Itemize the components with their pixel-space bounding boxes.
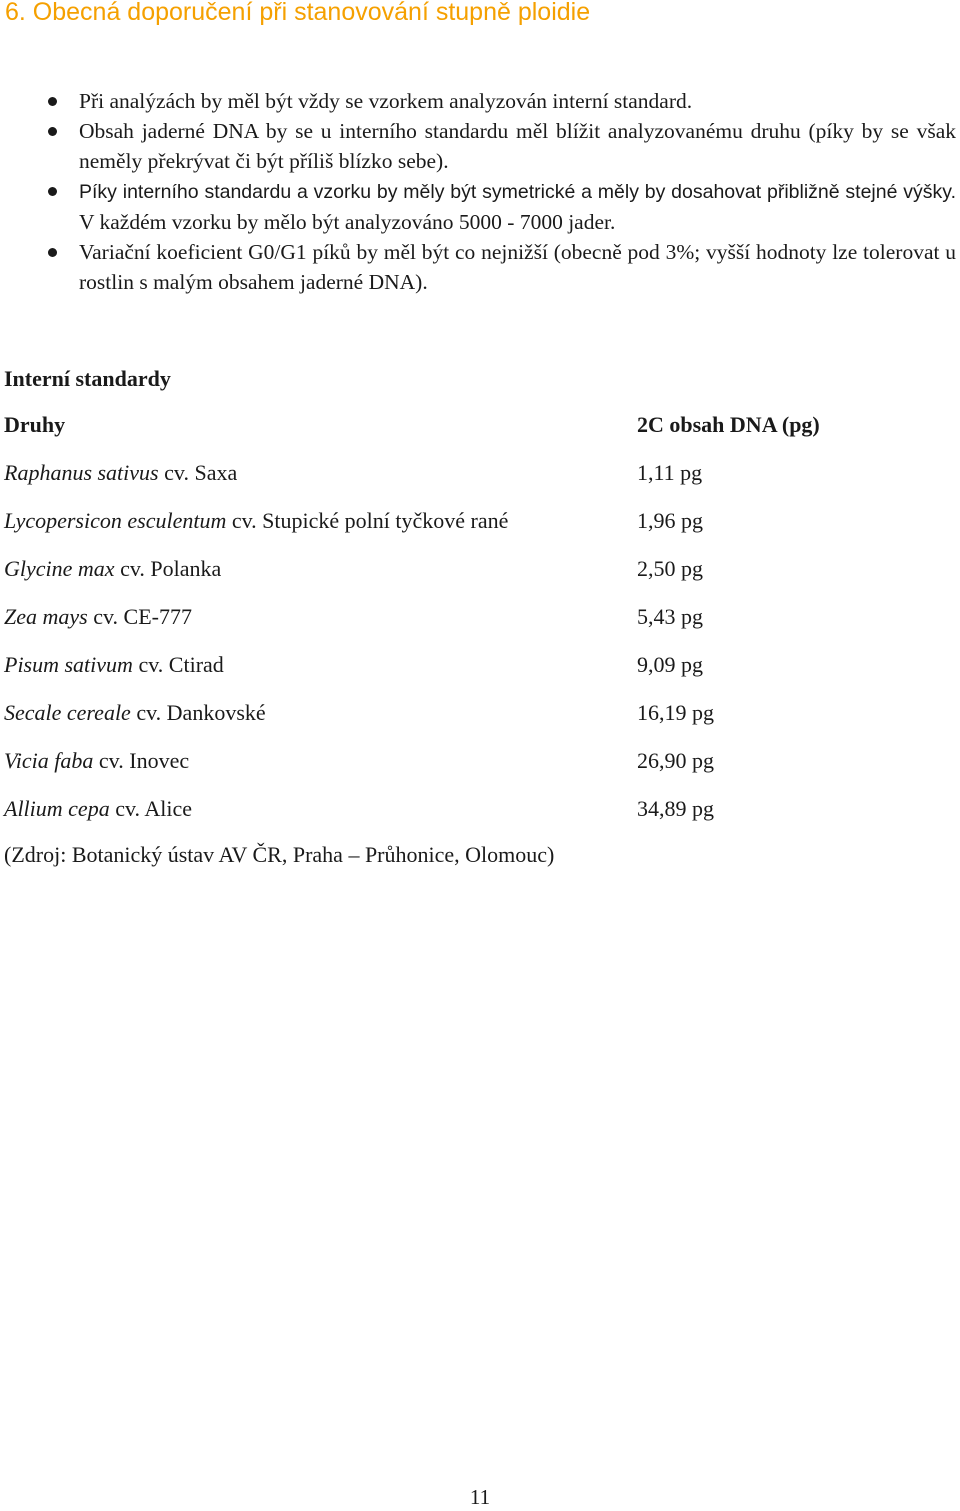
species-cell bbox=[4, 554, 221, 584]
dna-content-cell: 1,11 pg bbox=[637, 460, 703, 485]
species-name: Pisum sativum bbox=[4, 652, 133, 677]
dna-content-cell: 16,19 pg bbox=[637, 700, 714, 725]
column-header-dna: 2C obsah DNA (pg) bbox=[637, 412, 820, 437]
page-number: 11 bbox=[469, 1485, 491, 1509]
list-item bbox=[0, 86, 960, 116]
species-cell bbox=[4, 794, 192, 824]
cultivar-name: cv. Saxa bbox=[158, 460, 238, 485]
recommendations-list bbox=[0, 86, 960, 297]
standards-table bbox=[4, 410, 904, 842]
table-body bbox=[4, 458, 904, 842]
table-row bbox=[4, 506, 904, 554]
list-item bbox=[0, 116, 960, 176]
species-name: Secale cereale bbox=[4, 700, 131, 725]
table-row bbox=[4, 554, 904, 602]
species-cell bbox=[4, 602, 192, 632]
list-item-text: Při analýzách by měl být vždy se vzorkem analyzován interní standard. bbox=[79, 89, 693, 113]
species-cell bbox=[4, 458, 237, 488]
bullet-icon bbox=[48, 127, 57, 136]
cultivar-name: cv. Dankovské bbox=[130, 700, 266, 725]
list-item-text-serif: V každém vzorku by mělo být analyzováno 5000 - 7000 jader. bbox=[79, 210, 616, 234]
table-row bbox=[4, 602, 904, 650]
cultivar-name: cv. Alice bbox=[109, 796, 192, 821]
dna-content-cell: 1,96 pg bbox=[637, 508, 703, 533]
species-cell bbox=[4, 698, 266, 728]
species-name: Raphanus sativus bbox=[4, 460, 159, 485]
dna-content-cell: 34,89 pg bbox=[637, 796, 714, 821]
cultivar-name: cv. Stupické polní tyčkové rané bbox=[226, 508, 509, 533]
table-row bbox=[4, 650, 904, 698]
table-row bbox=[4, 698, 904, 746]
cultivar-name: cv. Ctirad bbox=[132, 652, 224, 677]
source-note: (Zdroj: Botanický ústav AV ČR, Praha – Průhonice, Olomouc) bbox=[4, 842, 555, 867]
species-name: Allium cepa bbox=[4, 796, 110, 821]
section-heading: 6. Obecná doporučení při stanovování stupně ploidie bbox=[5, 0, 591, 26]
species-name: Vicia faba bbox=[4, 748, 94, 773]
dna-content-cell: 9,09 pg bbox=[637, 652, 703, 677]
list-item bbox=[0, 176, 960, 237]
bullet-icon bbox=[48, 97, 57, 106]
dna-content-cell: 26,90 pg bbox=[637, 748, 714, 773]
table-row bbox=[4, 458, 904, 506]
column-header-species: Druhy bbox=[4, 412, 66, 437]
cultivar-name: cv. Polanka bbox=[114, 556, 222, 581]
bullet-icon bbox=[48, 248, 57, 257]
list-item-text: Obsah jaderné DNA by se u interního standardu měl blížit analyzovanému druhu (píky by se však neměly překrývat či být příliš blízko sebe). bbox=[79, 119, 956, 173]
species-name: Lycopersicon esculentum bbox=[4, 508, 227, 533]
bullet-icon bbox=[48, 187, 57, 196]
species-cell bbox=[4, 650, 224, 680]
cultivar-name: cv. CE-777 bbox=[87, 604, 192, 629]
dna-content-cell: 5,43 pg bbox=[637, 604, 703, 629]
species-cell bbox=[4, 506, 508, 536]
species-cell bbox=[4, 746, 189, 776]
standards-title: Interní standardy bbox=[4, 366, 171, 391]
table-row bbox=[4, 794, 904, 842]
list-item-text-sans: Píky interního standardu a vzorku by měly být symetrické a měly by dosahovat přibližně stejné výšky. bbox=[79, 181, 956, 203]
list-item bbox=[0, 237, 960, 297]
list-item-text bbox=[79, 176, 956, 237]
table-row bbox=[4, 746, 904, 794]
cultivar-name: cv. Inovec bbox=[93, 748, 190, 773]
table-header-row bbox=[4, 410, 904, 458]
list-item-text: Variační koeficient G0/G1 píků by měl být co nejnižší (obecně pod 3%; vyšší hodnoty lze tolerovat u rostlin s malým obsahem jaderné DNA). bbox=[79, 240, 956, 294]
species-name: Glycine max bbox=[4, 556, 115, 581]
species-name: Zea mays bbox=[4, 604, 88, 629]
dna-content-cell: 2,50 pg bbox=[637, 556, 703, 581]
